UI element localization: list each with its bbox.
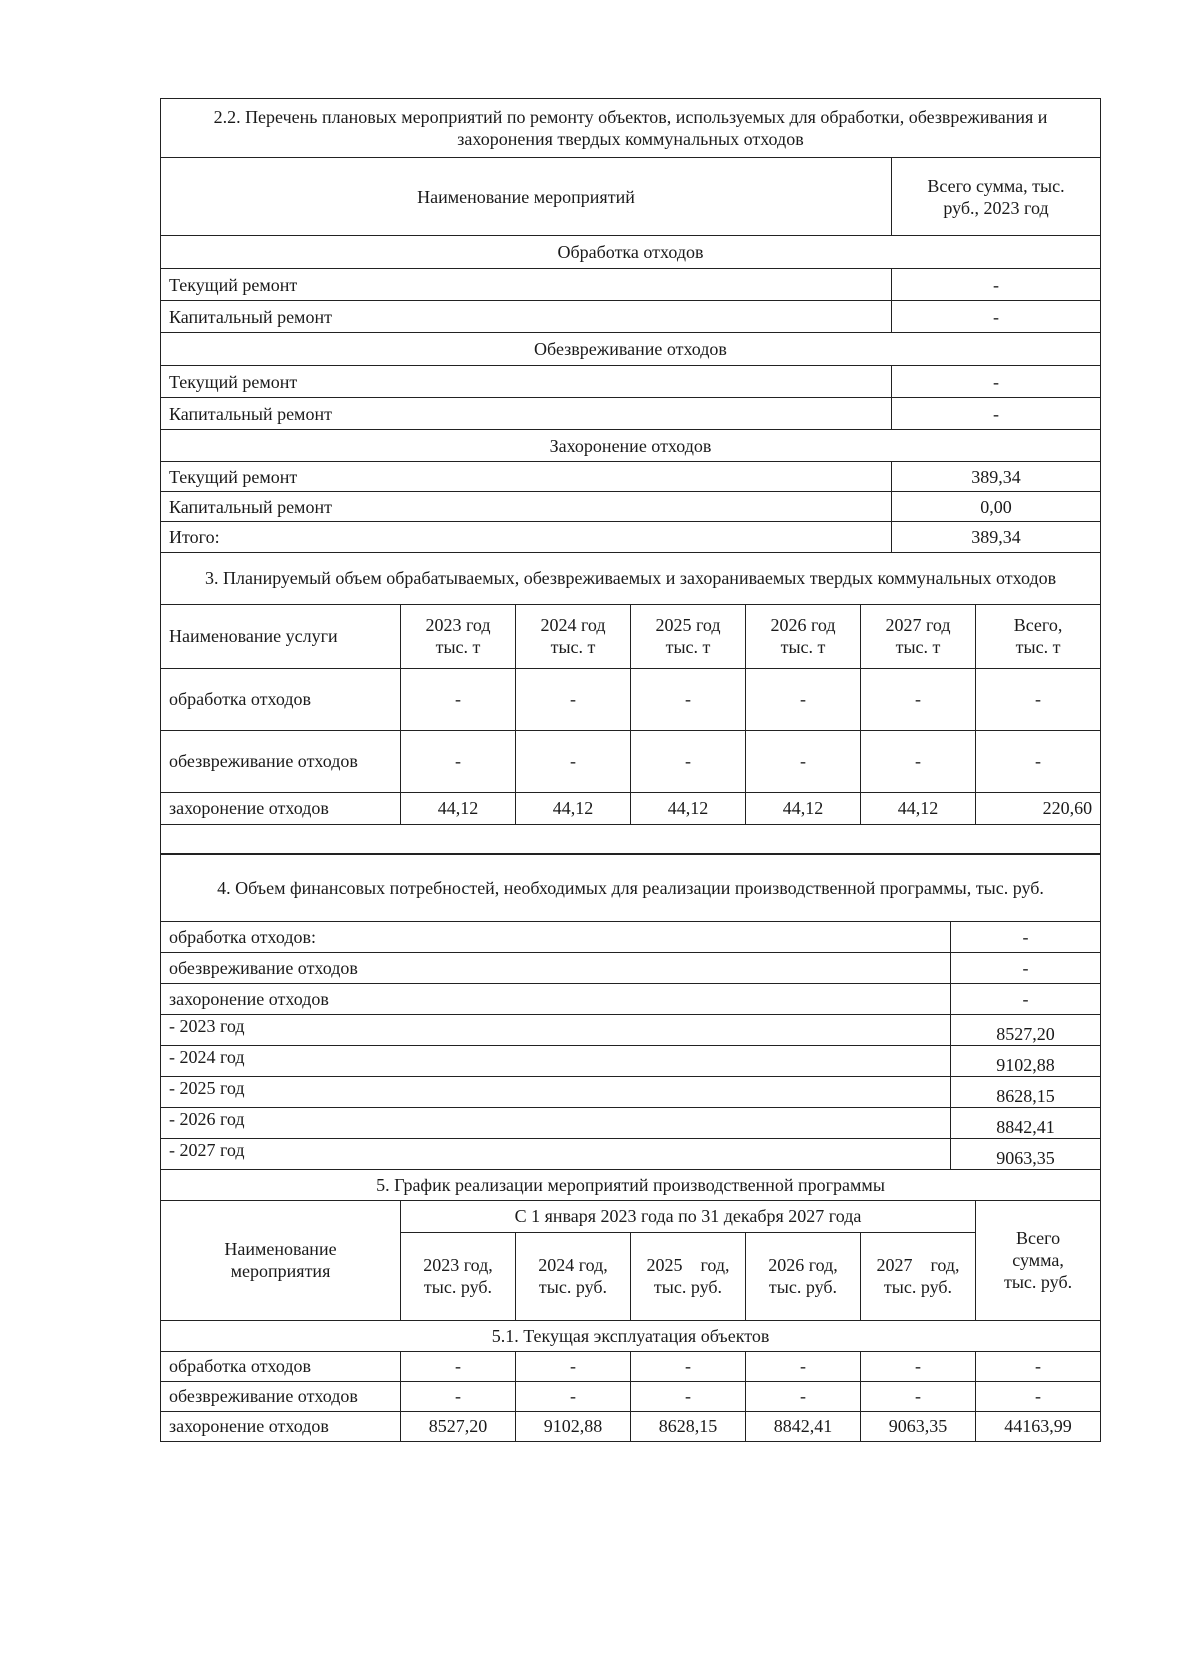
cell-value: - (516, 1381, 631, 1411)
row-name: обезвреживание отходов (161, 953, 951, 984)
cell-value: 9063,35 (861, 1411, 976, 1441)
row-value: - (892, 398, 1101, 430)
cell-value: - (746, 1381, 861, 1411)
total-label: Итого: (161, 522, 892, 553)
cell-value: - (631, 1351, 746, 1381)
row-name: Капитальный ремонт (161, 301, 892, 333)
row-name: - 2025 год (161, 1077, 951, 1108)
cell-value: - (976, 1381, 1101, 1411)
cell-value: - (976, 730, 1101, 792)
col-header-year: 2024 год, тыс. руб. (516, 1232, 631, 1320)
row-value: 9063,35 (951, 1139, 1101, 1170)
repair-plan-table (160, 98, 1101, 553)
row-name: Текущий ремонт (161, 269, 892, 301)
activity-name: захоронение отходов (161, 1411, 401, 1441)
cell-value: 44,12 (861, 792, 976, 824)
cell-value: - (746, 668, 861, 730)
row-value: 0,00 (892, 492, 1101, 522)
cell-value: - (401, 730, 516, 792)
cell-value: 8527,20 (401, 1411, 516, 1441)
cell-value: - (746, 1351, 861, 1381)
row-value: 8527,20 (951, 1015, 1101, 1046)
cell-value: - (401, 668, 516, 730)
cell-value: 44,12 (746, 792, 861, 824)
col-header-sum: Всего сумма, тыс. руб., 2023 год (892, 158, 1101, 236)
cell-value: - (631, 1381, 746, 1411)
col-header-year: 2025 год тыс. т (631, 604, 746, 668)
row-value: - (951, 984, 1101, 1015)
cell-value: - (516, 730, 631, 792)
row-name: Капитальный ремонт (161, 492, 892, 522)
cell-value: - (861, 1381, 976, 1411)
row-value: 8628,15 (951, 1077, 1101, 1108)
row-name: - 2026 год (161, 1108, 951, 1139)
row-value: - (892, 301, 1101, 333)
col-header-year: 2027 год, тыс. руб. (861, 1232, 976, 1320)
col-header-name: Наименование мероприятий (161, 158, 892, 236)
row-value: - (951, 953, 1101, 984)
activity-name: обработка отходов (161, 1351, 401, 1381)
empty-row (161, 824, 1101, 854)
section-2-2-title: 2.2. Перечень плановых мероприятий по ремонту объектов, используемых для обработки, обезвреживания и захоронения твердых коммунальных отходов (161, 99, 1101, 158)
cell-value: - (976, 1351, 1101, 1381)
service-name: обработка отходов (161, 668, 401, 730)
section-4-title: 4. Объем финансовых потребностей, необходимых для реализации производственной программы, тыс. руб. (161, 854, 1101, 922)
cell-value: - (401, 1381, 516, 1411)
row-value: - (892, 269, 1101, 301)
col-header-year: 2023 год тыс. т (401, 604, 516, 668)
col-header-total: Всего, тыс. т (976, 604, 1101, 668)
row-name: - 2027 год (161, 1139, 951, 1170)
cell-value: - (516, 668, 631, 730)
activity-name: обезвреживание отходов (161, 1381, 401, 1411)
cell-value: - (861, 668, 976, 730)
row-name: - 2024 год (161, 1046, 951, 1077)
volume-table (160, 552, 1101, 855)
group-title: Захоронение отходов (161, 430, 1101, 462)
row-value: 8842,41 (951, 1108, 1101, 1139)
cell-value: - (746, 730, 861, 792)
service-name: обезвреживание отходов (161, 730, 401, 792)
cell-value: 8628,15 (631, 1411, 746, 1441)
cell-value: 8842,41 (746, 1411, 861, 1441)
cell-value: 9102,88 (516, 1411, 631, 1441)
row-name: - 2023 год (161, 1015, 951, 1046)
service-name: захоронение отходов (161, 792, 401, 824)
cell-value: 44,12 (401, 792, 516, 824)
period-header: С 1 января 2023 года по 31 декабря 2027 года (401, 1200, 976, 1232)
row-name: Текущий ремонт (161, 366, 892, 398)
col-header-service: Наименование услуги (161, 604, 401, 668)
row-name: Текущий ремонт (161, 462, 892, 492)
cell-value: - (631, 730, 746, 792)
group-title: Обработка отходов (161, 236, 1101, 269)
cell-value: 44,12 (631, 792, 746, 824)
cell-value: 44,12 (516, 792, 631, 824)
schedule-table (160, 1169, 1101, 1442)
subsection-title: 5.1. Текущая эксплуатация объектов (161, 1320, 1101, 1351)
section-5-title: 5. График реализации мероприятий производственной программы (161, 1169, 1101, 1200)
document-page (160, 98, 1100, 1442)
cell-value: - (631, 668, 746, 730)
col-header-name: Наименование мероприятия (161, 1200, 401, 1320)
col-header-year: 2027 год тыс. т (861, 604, 976, 668)
cell-value: - (861, 1351, 976, 1381)
row-value: 9102,88 (951, 1046, 1101, 1077)
group-title: Обезвреживание отходов (161, 333, 1101, 366)
col-header-year: 2024 год тыс. т (516, 604, 631, 668)
row-value: - (951, 922, 1101, 953)
financial-needs-table (160, 853, 1101, 1170)
cell-value: - (401, 1351, 516, 1381)
row-value: - (892, 366, 1101, 398)
row-name: захоронение отходов (161, 984, 951, 1015)
col-header-year: 2023 год, тыс. руб. (401, 1232, 516, 1320)
cell-value: 220,60 (976, 792, 1101, 824)
section-3-title: 3. Планируемый объем обрабатываемых, обезвреживаемых и захораниваемых твердых коммунальных отходов (161, 552, 1101, 604)
cell-value: - (976, 668, 1101, 730)
cell-value: - (516, 1351, 631, 1381)
row-value: 389,34 (892, 462, 1101, 492)
col-header-year: 2025 год, тыс. руб. (631, 1232, 746, 1320)
cell-value: 44163,99 (976, 1411, 1101, 1441)
col-header-year: 2026 год, тыс. руб. (746, 1232, 861, 1320)
row-name: обработка отходов: (161, 922, 951, 953)
cell-value: - (861, 730, 976, 792)
row-name: Капитальный ремонт (161, 398, 892, 430)
total-value: 389,34 (892, 522, 1101, 553)
col-header-year: 2026 год тыс. т (746, 604, 861, 668)
col-header-total: Всего сумма, тыс. руб. (976, 1200, 1101, 1320)
